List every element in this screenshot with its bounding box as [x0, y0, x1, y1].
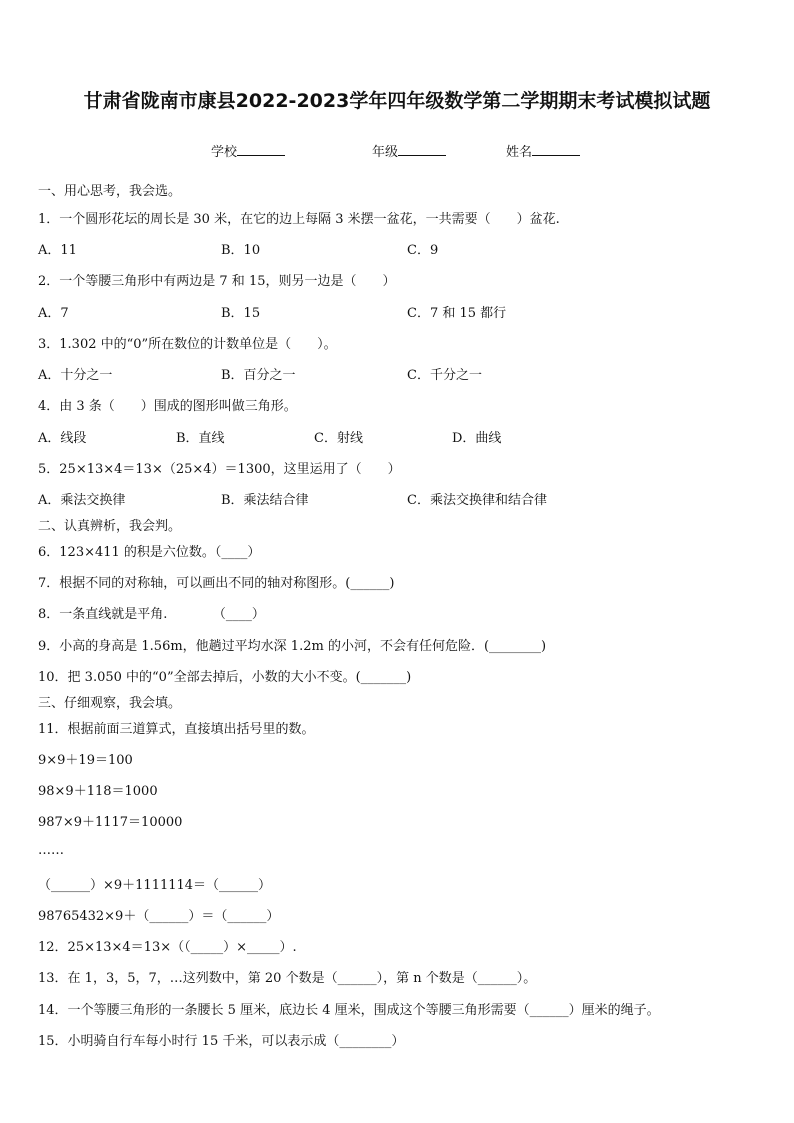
- question-5: 5．25×13×4＝13×（25×4）＝1300，这里运用了（ ）: [38, 462, 401, 477]
- question-11: 11．根据前面三道算式，直接填出括号里的数。: [38, 722, 315, 737]
- school-blank[interactable]: [237, 143, 285, 156]
- question-13: 13．在 1，3，5，7，…这列数中，第 20 个数是（______），第 n 个数是（______）。: [38, 971, 537, 986]
- question-3-option-b[interactable]: B．百分之一: [221, 368, 296, 383]
- question-2-option-c[interactable]: C．7 和 15 都行: [407, 306, 507, 321]
- page-title: 甘肃省陇南市康县2022-2023学年四年级数学第二学期期末考试模拟试题: [83, 90, 711, 112]
- question-5-option-a[interactable]: A．乘法交换律: [38, 493, 126, 508]
- equation-3: 987×9＋1117＝10000: [38, 815, 183, 830]
- equation-1: 9×9＋19＝100: [38, 753, 133, 768]
- question-2-option-b[interactable]: B．15: [221, 306, 261, 321]
- question-1-option-a[interactable]: A．11: [38, 243, 77, 258]
- question-15: 15．小明骑自行车每小时行 15 千米，可以表示成（________）: [38, 1034, 405, 1049]
- question-10: 10．把 3.050 中的“0”全部去掉后，小数的大小不变。(_______): [38, 670, 412, 685]
- section-3-heading: 三、仔细观察，我会填。: [38, 696, 182, 711]
- question-9: 9．小高的身高是 1.56m，他趟过平均水深 1.2m 的小河，不会有任何危险．(________): [38, 639, 547, 654]
- section-2-heading: 二、认真辨析，我会判。: [38, 519, 182, 534]
- question-3-option-c[interactable]: C．千分之一: [407, 368, 482, 383]
- question-3-option-a[interactable]: A．十分之一: [38, 368, 113, 383]
- question-1-option-b[interactable]: B．10: [221, 243, 261, 258]
- question-2-option-a[interactable]: A．7: [38, 306, 69, 321]
- question-5-option-c[interactable]: C．乘法交换律和结合律: [407, 493, 547, 508]
- equation-fill-1: （______）×9＋1111114＝（______）: [38, 878, 272, 893]
- question-4: 4．由 3 条（ ）围成的图形叫做三角形。: [38, 399, 297, 414]
- question-4-option-d[interactable]: D．曲线: [452, 431, 502, 446]
- question-2: 2．一个等腰三角形中有两边是 7 和 15，则另一边是（ ）: [38, 274, 396, 289]
- question-6: 6．123×411 的积是六位数。（____）: [38, 545, 261, 560]
- name-field: [506, 141, 580, 160]
- name-blank[interactable]: [532, 143, 580, 156]
- question-4-option-b[interactable]: B．直线: [176, 431, 225, 446]
- grade-blank[interactable]: [398, 143, 446, 156]
- question-4-option-a[interactable]: A．线段: [38, 431, 87, 446]
- question-1-option-c[interactable]: C．9: [407, 243, 439, 258]
- question-7: 7．根据不同的对称轴，可以画出不同的轴对称图形。(______): [38, 576, 395, 591]
- equation-ellipsis: ……: [38, 843, 64, 858]
- question-5-option-b[interactable]: B．乘法结合律: [221, 493, 309, 508]
- equation-fill-2: 98765432×9＋（______）＝（______）: [38, 909, 280, 924]
- name-label: 姓名: [506, 145, 533, 160]
- question-14: 14．一个等腰三角形的一条腰长 5 厘米，底边长 4 厘米，围成这个等腰三角形需要（______）厘米的绳子。: [38, 1003, 660, 1018]
- question-3: 3．1.302 中的“0”所在数位的计数单位是（ ）。: [38, 337, 337, 352]
- grade-label: 年级: [372, 145, 399, 160]
- school-label: 学校: [211, 145, 238, 160]
- equation-2: 98×9＋118＝1000: [38, 784, 158, 799]
- section-1-heading: 一、用心思考，我会选。: [38, 184, 182, 199]
- question-8: 8．一条直线就是平角. （____）: [38, 607, 265, 622]
- grade-field: [372, 141, 446, 160]
- question-4-option-c[interactable]: C．射线: [314, 431, 363, 446]
- question-12: 12．25×13×4＝13×（（_____）×_____）.: [38, 940, 297, 955]
- school-field: [211, 141, 285, 160]
- question-1: 1．一个圆形花坛的周长是 30 米，在它的边上每隔 3 米摆一盆花，一共需要（ ）盆花.: [38, 212, 560, 227]
